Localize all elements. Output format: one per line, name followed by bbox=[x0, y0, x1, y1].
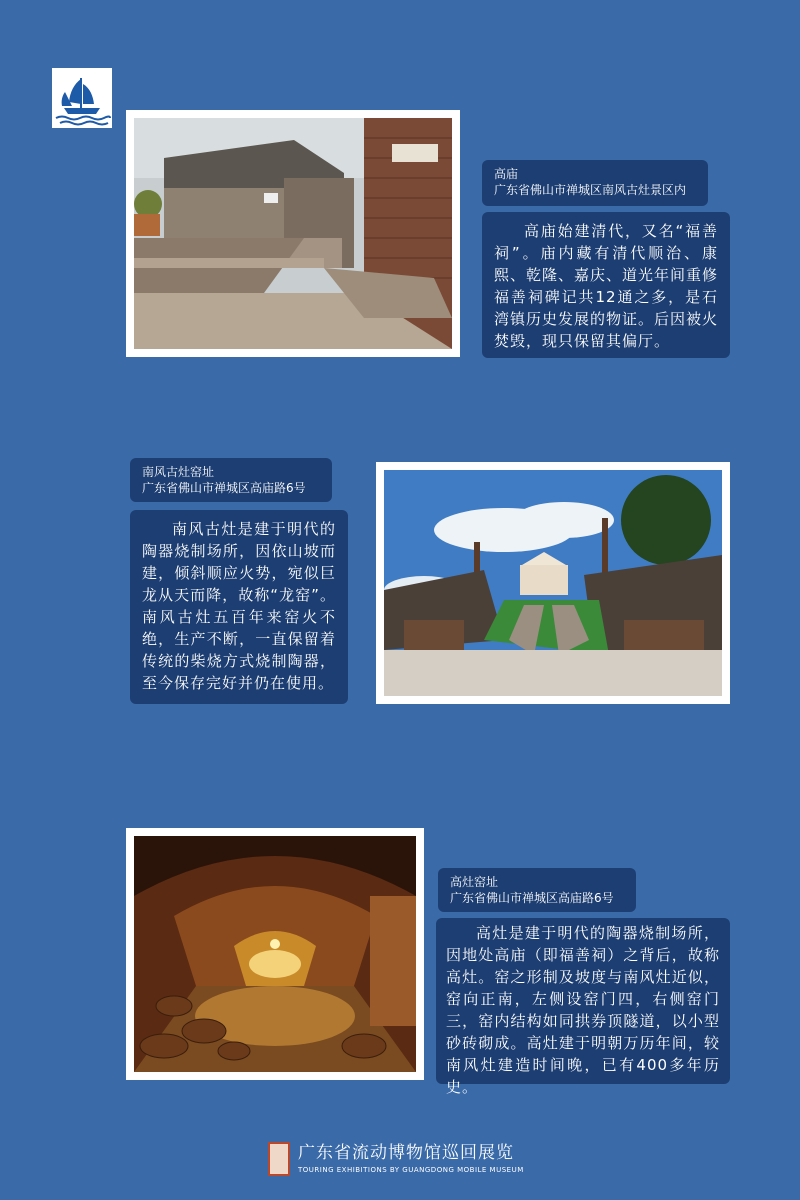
footer bbox=[268, 1140, 548, 1182]
caption-title: 高灶窑址 bbox=[450, 875, 499, 889]
caption-location: 广东省佛山市禅城区高庙路6号 bbox=[450, 891, 614, 905]
description-section2: 南风古灶是建于明代的陶器烧制场所，因依山坡而建，倾斜顺应火势，宛似巨龙从天而降，故称“龙窑”。南风古灶五百年来窑火不绝，生产不断，一直保留着传统的柴烧方式烧制陶器，至今保存完好并仍在使用。 bbox=[130, 510, 348, 704]
caption-title: 高庙 bbox=[494, 167, 519, 181]
seal-stamp-icon bbox=[268, 1142, 290, 1176]
caption-section3 bbox=[438, 868, 636, 912]
caption-location: 广东省佛山市禅城区南风古灶景区内 bbox=[494, 183, 687, 197]
caption-location: 广东省佛山市禅城区高庙路6号 bbox=[142, 481, 306, 495]
junk-boat-icon bbox=[52, 68, 112, 128]
caption-section1 bbox=[482, 160, 708, 206]
photo-nanfeng-kiln bbox=[376, 462, 730, 704]
photo-gaomiao-temple bbox=[126, 110, 460, 357]
description-section1: 高庙始建清代，又名“福善祠”。庙内藏有清代顺治、康熙、乾隆、嘉庆、道光年间重修福善祠碑记共12通之多，是石湾镇历史发展的物证。后因被火焚毁，现只保留其偏厅。 bbox=[482, 212, 730, 358]
footer-title-cn: 广东省流动博物馆巡回展览 bbox=[298, 1143, 514, 1163]
caption-section2 bbox=[130, 458, 332, 502]
description-section3: 高灶是建于明代的陶器烧制场所，因地处高庙（即福善祠）之背后，故称高灶。窑之形制及坡度与南风灶近似，窑向正南，左侧设窑门四，右侧窑门三，窑内结构如同拱券顶隧道，以小型砂砖砌成。高灶建于明朝万历年间，较南风灶建造时间晚，已有400多年历史。 bbox=[436, 918, 730, 1084]
footer-title-en: TOURING EXHIBITIONS BY GUANGDONG MOBILE MUSEUM bbox=[298, 1166, 524, 1174]
caption-title: 南风古灶窑址 bbox=[142, 465, 215, 479]
photo-gaozao-kiln bbox=[126, 828, 424, 1080]
